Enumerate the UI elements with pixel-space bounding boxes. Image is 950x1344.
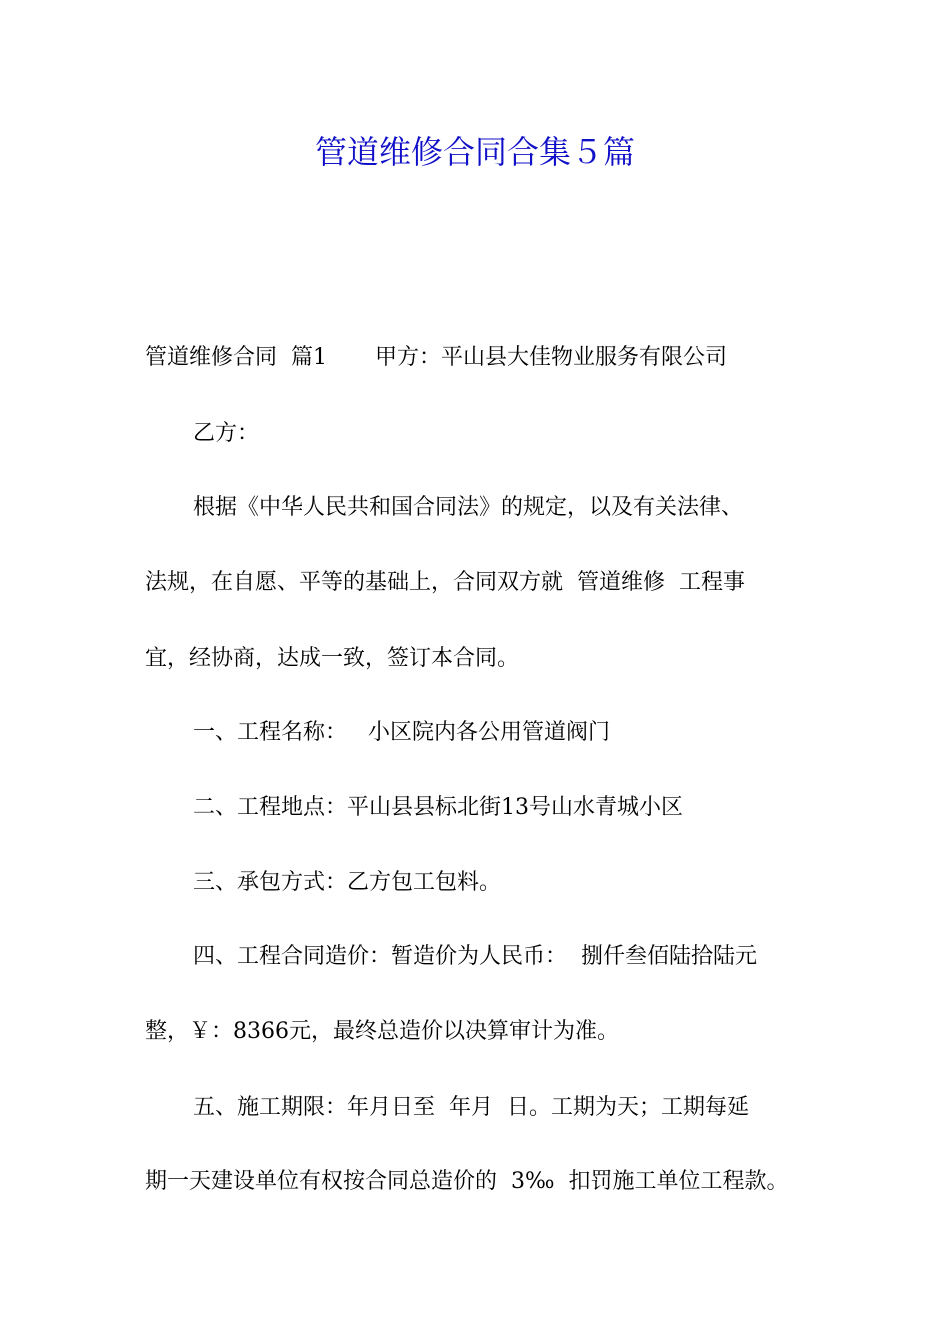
clause-contract-price-line-2: 整，￥：8366元，最终总造价以决算审计为准。 — [145, 1019, 619, 1044]
contract-heading: 管道维修合同 篇1 — [145, 345, 327, 370]
document-title: 管道维修合同合集５篇 — [314, 133, 635, 171]
clause-construction-period-line-1: 五、施工期限：年月日至 年月 日。工期为天；工期每延 — [193, 1095, 749, 1120]
paragraph-intro-line-2: 法规，在自愿、平等的基础上，合同双方就 管道维修 工程事 — [145, 570, 745, 595]
paragraph-intro-line-3: 宜，经协商，达成一致，签订本合同。 — [145, 646, 520, 671]
clause-project-location: 二、工程地点：平山县县标北街13号山水青城小区 — [193, 795, 683, 820]
party-b: 乙方： — [193, 421, 260, 446]
clause-contract-price-line-1: 四、工程合同造价：暂造价为人民币： 捌仟叁佰陆拾陆元 — [193, 944, 757, 969]
party-a: 甲方：平山县大佳物业服务有限公司 — [374, 345, 727, 370]
contract-heading-line — [145, 342, 727, 374]
clause-project-name: 一、工程名称： 小区院内各公用管道阀门 — [193, 720, 610, 745]
clause-construction-period-line-2: 期一天建设单位有权按合同总造价的 3‰ 扣罚施工单位工程款。 — [145, 1169, 789, 1194]
paragraph-intro-line-1: 根据《中华人民共和国合同法》的规定，以及有关法律、 — [193, 495, 744, 520]
clause-contract-method: 三、承包方式：乙方包工包料。 — [193, 870, 502, 895]
